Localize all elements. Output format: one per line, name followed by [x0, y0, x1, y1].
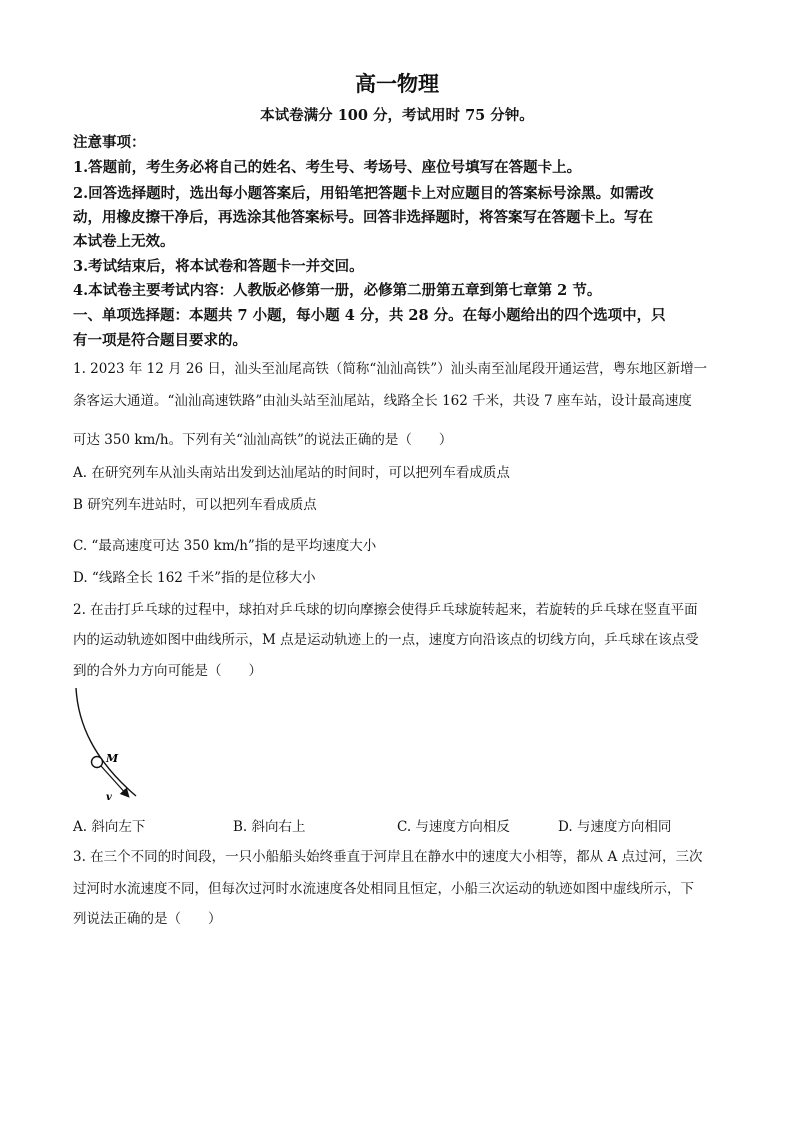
velocity-label: v: [106, 792, 112, 803]
question-2-option-c: C. 与速度方向相反: [397, 819, 510, 835]
question-2-option-d: D. 与速度方向相同: [558, 819, 672, 835]
section-heading: 有一项是符合题目要求的。: [73, 332, 247, 349]
notice-line: 3.考试结束后，将本试卷和答题卡一并交回。: [73, 258, 364, 275]
question-2-stem: 内的运动轨迹如图中曲线所示，M 点是运动轨迹上的一点，速度方向沿该点的切线方向，乒乓球在该点受: [73, 632, 699, 648]
question-1-stem: 条客运大通道。“汕汕高速铁路”由汕头站至汕尾站，线路全长 162 千米，共设 7 座车站，设计最高速度: [73, 393, 692, 409]
page-title: 高一物理: [355, 71, 439, 96]
exam-subtitle: 本试卷满分 100 分，考试用时 75 分钟。: [260, 107, 534, 124]
question-2-stem: 到的合外力方向可能是（ ）: [73, 663, 262, 679]
notice-line: 1.答题前，考生务必将自己的姓名、考生号、考场号、座位号填写在答题卡上。: [73, 159, 582, 176]
notice-line: 本试卷上无效。: [73, 233, 175, 250]
section-heading: 一、单项选择题：本题共 7 小题，每小题 4 分，共 28 分。在每小题给出的四个选项中，只: [73, 307, 666, 324]
ball-point-m: [92, 757, 103, 768]
notice-line: 动，用橡皮擦干净后，再选涂其他答案标号。回答非选择题时，将答案写在答题卡上。写在: [73, 209, 653, 226]
question-1-option-a: A. 在研究列车从汕头南站出发到达汕尾站的时间时，可以把列车看成质点: [73, 465, 510, 481]
trajectory-figure: [66, 684, 156, 804]
question-3-stem: 3. 在三个不同的时间段，一只小船船头始终垂直于河岸且在静水中的速度大小相等，都从 A 点过河，三次: [73, 849, 703, 865]
question-2-option-a: A. 斜向左下: [73, 819, 146, 835]
trajectory-curve: [76, 688, 136, 796]
question-1-stem: 可达 350 km/h。下列有关“汕汕高铁”的说法正确的是（ ）: [73, 432, 453, 448]
question-2-option-b: B. 斜向右上: [233, 819, 306, 835]
question-2-stem: 2. 在击打乒乓球的过程中，球拍对乒乓球的切向摩擦会使得乒乓球旋转起来，若旋转的乒乓球在竖直平面: [73, 602, 698, 618]
notice-line: 2.回答选择题时，选出每小题答案后，用铅笔把答题卡上对应题目的答案标号涂黑。如需改: [73, 185, 654, 202]
question-1-option-b: B 研究列车进站时，可以把列车看成质点: [73, 497, 317, 513]
question-3-stem: 过河时水流速度不同，但每次过河时水流速度各处相同且恒定，小船三次运动的轨迹如图中虚线所示，下: [73, 881, 694, 897]
point-m-label: M: [106, 752, 119, 765]
notice-heading: 注意事项：: [73, 134, 146, 151]
question-1-stem: 1. 2023 年 12 月 26 日，汕头至汕尾高铁（简称“汕汕高铁”）汕头南至汕尾段开通运营，粤东地区新增一: [73, 361, 708, 377]
question-1-option-d: D. “线路全长 162 千米”指的是位移大小: [73, 570, 316, 586]
notice-line: 4.本试卷主要考试内容：人教版必修第一册，必修第二册第五章到第七章第 2 节。: [73, 282, 602, 299]
question-3-stem: 列说法正确的是（ ）: [73, 911, 222, 927]
question-1-option-c: C. “最高速度可达 350 km/h”指的是平均速度大小: [73, 538, 377, 554]
